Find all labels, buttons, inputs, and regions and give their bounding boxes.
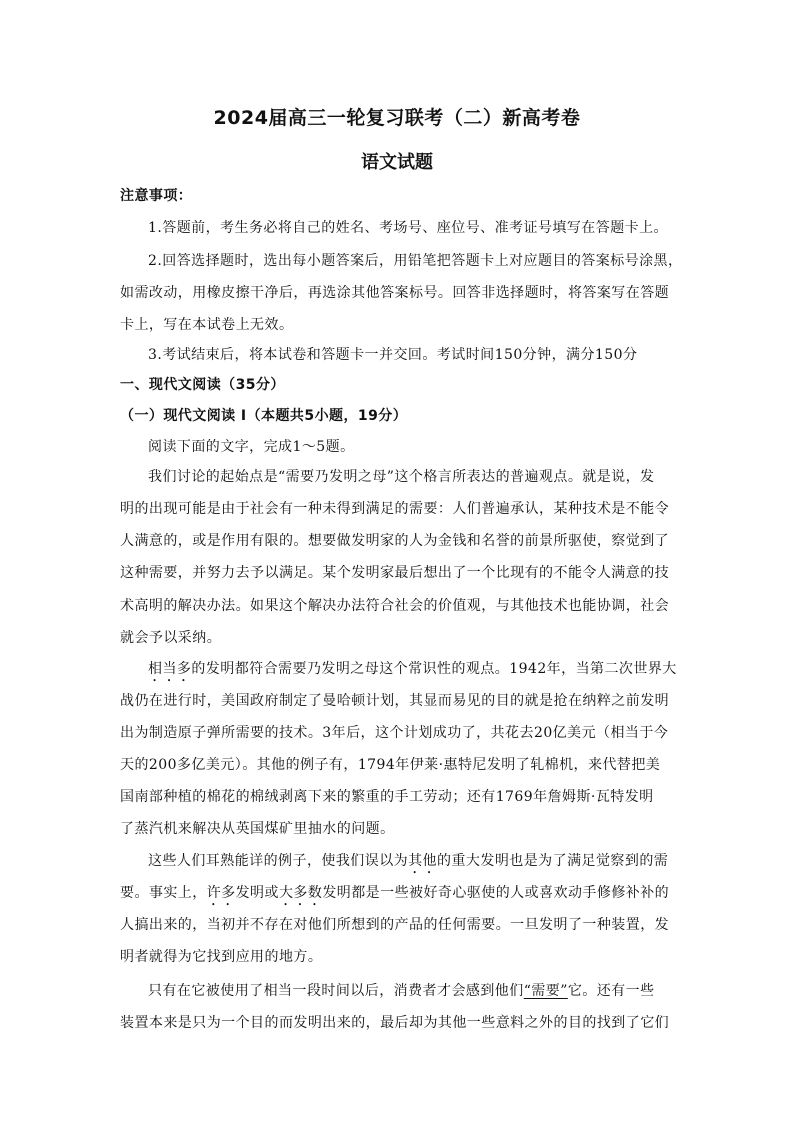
passage-line: 明的出现可能是由于社会有一种未得到满足的需要：人们普遍承认，某种技术是不能令 — [120, 501, 670, 517]
passage-line: 天的200多亿美元）。其他的例子有，1794年伊莱·惠特尼发明了轧棉机，来代替把美 — [120, 757, 661, 773]
passage-line — [120, 883, 680, 909]
section-heading: 一、现代文阅读（35分） — [120, 377, 285, 393]
passage-line: 了蒸汽机来解决从英国煤矿里抽水的问题。 — [120, 821, 395, 837]
exam-title: 2024届高三一轮复习联考（二）新高考卷 — [213, 107, 581, 129]
passage-line: 术高明的解决办法。如果这个解决办法符合社会的价值观，与其他技术也能协调，社会 — [120, 598, 670, 614]
exam-subject: 语文试题 — [361, 152, 433, 173]
notice-item-2-cont: 如需改动，用橡皮擦干净后，再选涂其他答案标号。回答非选择题时，将答案写在答题 — [120, 285, 670, 301]
passage-line — [148, 851, 680, 877]
passage-line: 国南部种植的棉花的棉绒剥离下来的繁重的手工劳动；还有1769年詹姆斯·瓦特发明 — [120, 789, 654, 805]
emphasized-term: 其他 — [408, 853, 438, 869]
passage-text: 只有在它被使用了相当一段时间以后，消费者才会感到他们 — [148, 983, 524, 999]
notice-item-3: 3.考试结束后，将本试卷和答题卡一并交回。考试时间150分钟，满分150分 — [148, 347, 638, 363]
passage-line: 人满意的，或是作用有限的。想要做发明家的人为金钱和名誉的前景所驱使，察觉到了 — [120, 533, 670, 549]
passage-line: 明者就得为它找到应用的地方。 — [120, 949, 323, 965]
notice-item-2: 2.回答选择题时，选出每小题答案后，用铅笔把答题卡上对应题目的答案标号涂黑， — [148, 253, 683, 269]
passage-text: 发明或 — [235, 885, 279, 901]
emphasized-term: 大多数 — [278, 885, 323, 901]
passage-line: 人搞出来的，当初并不存在对他们所想到的产品的任何需要。一旦发明了一种装置，发 — [120, 917, 670, 933]
notice-heading: 注意事项： — [120, 188, 193, 204]
notice-item-1: 1.答题前，考生务必将自己的姓名、考场号、座位号、准考证号填写在答题卡上。 — [148, 220, 669, 236]
passage-text: 要。事实上， — [120, 885, 207, 901]
passage-line — [148, 981, 680, 1001]
passage-text: 的发明都符合需要乃发明之母这个常识性的观点。1942年，当第二次世界大 — [191, 661, 677, 677]
passage-line: 出为制造原子弹所需要的技术。3年后，这个计划成功了，共花去20亿美元（相当于今 — [120, 725, 669, 741]
passage-line — [148, 659, 680, 685]
passage-line: 这种需要，并努力去予以满足。某个发明家最后想出了一个比现有的不能令人满意的技 — [120, 565, 670, 581]
passage-text: 发明都是一些被好奇心驱使的人或喜欢动手修修补补的 — [322, 885, 670, 901]
underlined-term: “需要” — [523, 983, 568, 999]
passage-text: 它。还有一些 — [567, 983, 655, 999]
passage-line: 我们讨论的起始点是“需要乃发明之母”这个格言所表达的普遍观点。就是说，发 — [148, 469, 655, 485]
passage-text: 的重大发明也是为了满足觉察到的需 — [437, 853, 669, 869]
emphasized-term: 相当多 — [148, 661, 192, 677]
passage-text: 这些人们耳熟能详的例子，使我们误以为 — [148, 853, 409, 869]
emphasized-term: 许多 — [206, 885, 236, 901]
passage-line: 就会予以采纳。 — [120, 630, 222, 646]
notice-item-2-end: 卡上，写在本试卷上无效。 — [120, 317, 294, 333]
subsection-heading: （一）现代文阅读 I（本题共5小题，19分） — [120, 408, 408, 424]
passage-line: 战仍在进行时，美国政府制定了曼哈顿计划，其显而易见的目的就是抢在纳粹之前发明 — [120, 693, 670, 709]
passage-line: 装置本来是只为一个目的而发明出来的，最后却为其他一些意料之外的目的找到了它们 — [120, 1015, 670, 1031]
reading-instruction: 阅读下面的文字，完成1～5题。 — [148, 439, 355, 455]
